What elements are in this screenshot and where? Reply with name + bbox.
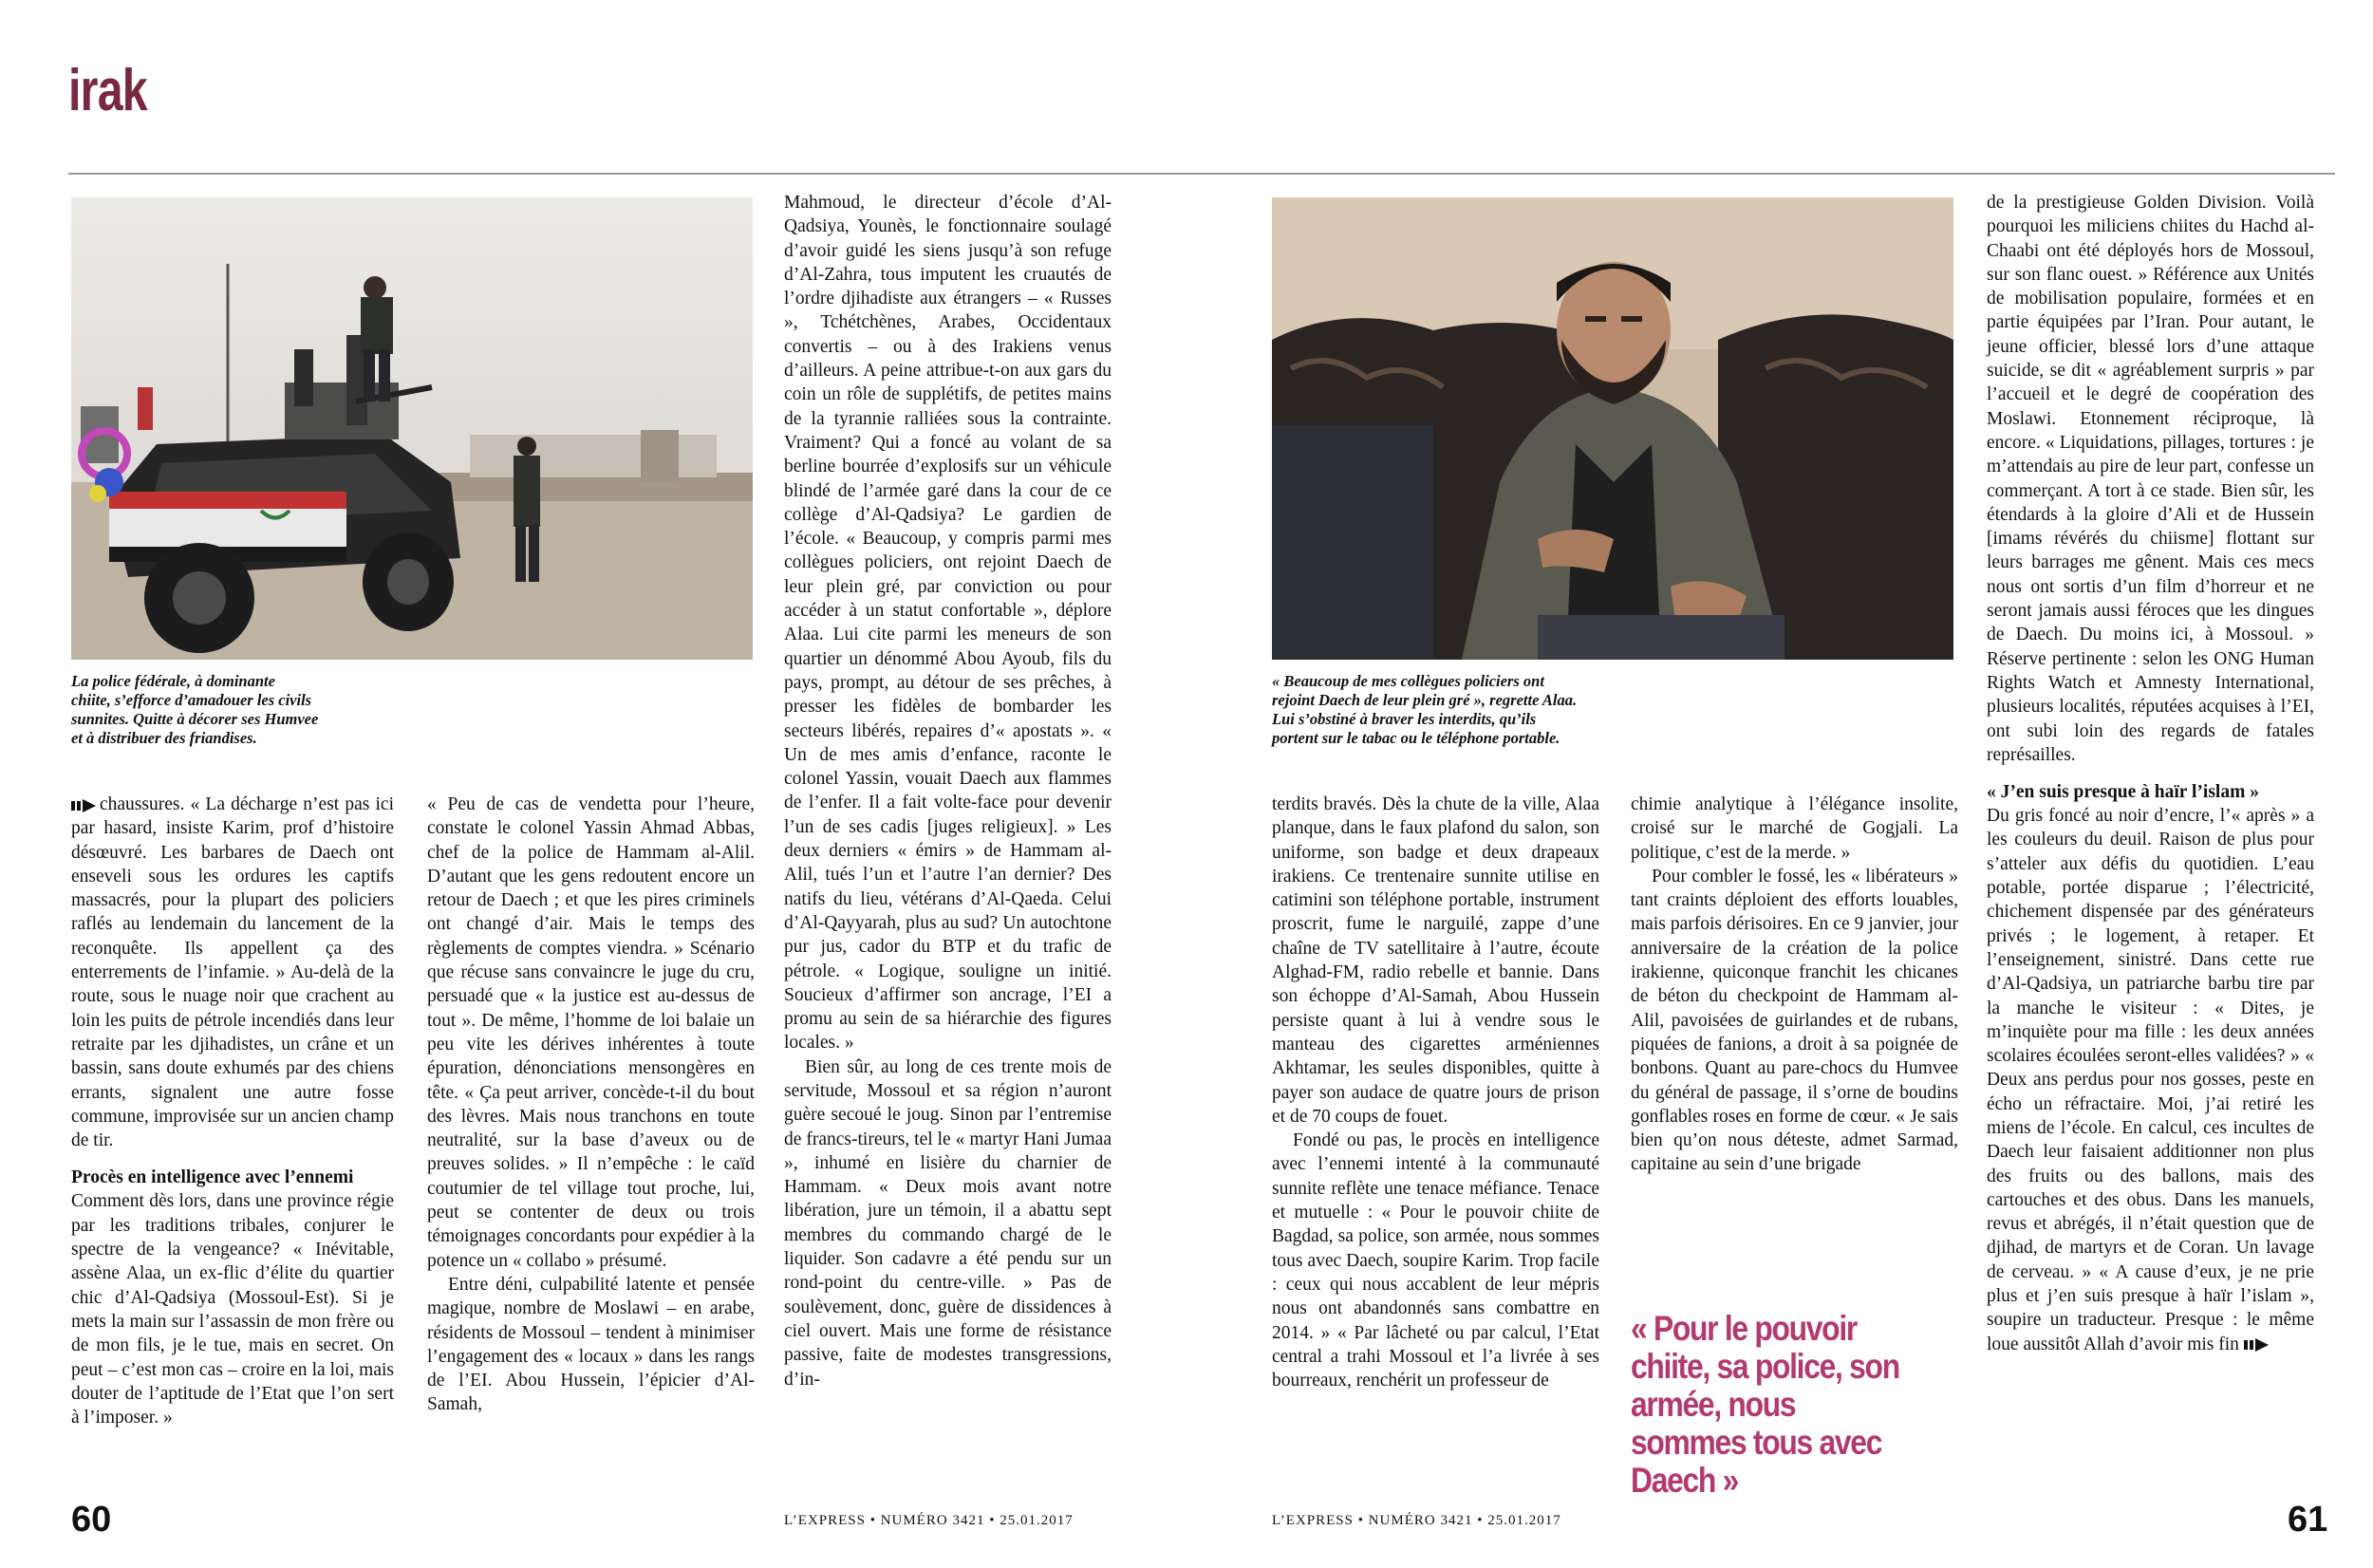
photo-police-humvee	[71, 197, 753, 660]
paragraph: Entre déni, culpabilité latente et pensée magique, nombre de Moslawi – en arabe, résidents de Mossoul – tendent à minimiser l’engagement des « locaux » dans les rangs de l’EI. Abou Hussein, l’épicier d’Al-Samah,	[427, 1274, 755, 1415]
article-column-1	[71, 793, 394, 1429]
caption-left-line: La police fédérale, à dominante	[71, 672, 275, 690]
article-column-2	[427, 793, 755, 1417]
continuation-arrow-icon	[2244, 1338, 2269, 1352]
subheading: Procès en intelligence avec l’ennemi	[71, 1167, 354, 1188]
paragraph: chimie analytique à l’élégance insolite, croisé sur le marché de Gogjali. La politique, c’est de la merde. »	[1631, 794, 1958, 863]
article-column-5	[1631, 793, 1958, 1177]
subheading: « J’en suis presque à haïr l’islam »	[1987, 782, 2259, 803]
caption-right-line: rejoint Daech de leur plein gré », regrette Alaa.	[1272, 691, 1578, 709]
page-number-right: 61	[2288, 1500, 2328, 1540]
caption-left-line: et à distribuer des friandises.	[71, 729, 257, 747]
paragraph: Mahmoud, le directeur d’école d’Al-Qadsiya, Younès, le fonctionnaire soulagé d’avoir guidé les siens jusqu’à son refuge d’Al-Zahra, tous imputent les cruautés de l’ordre djihadiste aux étrangers – « Russes », Tchétchènes, Arabes, Occidentaux convertis – ou à des Irakiens venus d’ailleurs. A peine attribue-t-on aux gars du coin un rôle de supplétifs, de petites mains de la tyrannie ralliées sous la contrainte. Vraiment? Qui a foncé au volant de sa berline bourrée d’explosifs sur un véhicule blindé de l’armée garé dans la cour de ce collège d’Al-Qadsiya? Le gardien de l’école. « Beaucoup, y compris parmi mes collègues policiers, ont rejoint Daech de leur plein gré, par conviction ou pour accéder à un statut confortable », déplore Alaa. Lui cite parmi les meneurs de son quartier un dénommé Abou Ayoub, fils du pays, prompt, au détour de ses prêches, à presser les fidèles de bombarder les secteurs libérés, repaires d’« apostats ». « Un de mes amis d’enfance, raconte le colonel Yassin, vouait Daech aux flammes de l’enfer. Il a fait volte-face pour devenir l’un de ses cadis [juges religieux]. » Les deux derniers « émirs » de Hammam al-Alil, tués l’un et l’autre l’an dernier? Des natifs du lieu, vétérans d’Al-Qaeda. Celui d’Al-Qayyarah, plus au sud? Un autochtone pur jus, cador du BTP et du trafic de pétrole. « Logique, souligne un initié. Soucieux d’affirmer son ancrage, l’EI a promu au sein de sa hiérarchie des figures locales. »	[784, 193, 1112, 1054]
paragraph: Pour combler le fossé, les « libérateurs » tant craints déploient des efforts louables, mais parfois dérisoires. En ce 9 janvier, jour anniversaire de la création de la police irakienne, quiconque franchit les chicanes de béton du checkpoint de Hammam al-Alil, pavoisées de guirlandes et de rubans, piquées de fanions, a droit à sa poignée de bonbons. Quant au pare-chocs du Humvee du général de passage, il s’orne de boudins gonflables roses en forme de cœur. « Je sais bien qu’on nous déteste, admet Sarmad, capitaine au sein d’une brigade	[1631, 866, 1958, 1175]
paragraph: « Peu de cas de vendetta pour l’heure, constate le colonel Yassin Ahmad Abbas, chef de la police de Hammam al-Alil. D’autant que les gens redoutent encore un retour de Daech ; et que les pires criminels ont changé d’air. Mais le temps des règlements de comptes viendra. » Scénario que récuse sans convaincre le juge du cru, persuadé que « la justice est au-dessus de tout ». De même, l’homme de loi balaie un peu vite les dérives inhérentes à toute épuration, dénonciations mensongères en tête. « Ça peut arriver, concède-t-il du bout des lèvres. Mais nous tranchons en toute neutralité, sur la base d’aveux ou de preuves solides. » Il n’empêche : le caïd coutumier de tel village tout proche, lui, peut se contenter de deux ou trois témoignages concordants pour expédier à la potence un « collabo » présumé.	[427, 794, 755, 1271]
footer-magazine-right: L’EXPRESS • NUMÉRO 3421 • 25.01.2017	[1272, 1513, 1561, 1528]
paragraph-text: Du gris foncé au noir d’encre, l’« après » a les couleurs du deuil. Raison de plus pour s’atteler aux défis du quotidien. L’eau potable, portée disparue ; l’électricité, chichement dispensée par des générateurs privés ; le logement, à retaper. Et l’enseignement, sinistré. Dans cette rue d’Al-Qadsiya, un patriarche barbu tire par la manche le visiteur : « Dites, je m’inquiète pour ma fille : les deux années scolaires écoulées seront-elles validées? » « Deux ans perdus pour nos gosses, peste en écho un réfractaire. Moi, j’ai retiré les miens de l’école. En calcul, ces incultes de Daech leur faisaient additionner non plus des fruits ou des ballons, mais des cartouches et des obus. Dans les manuels, revus et abrégés, il n’était question que de djihad, de martyrs et de Coran. Un lavage de cerveau. » « A cause d’eux, je ne prie plus et j’en suis presque à haïr l’islam », soupire un traducteur. Presque : le même loue aussitôt Allah d’avoir mis fin	[1987, 806, 2314, 1354]
paragraph: Comment dès lors, dans une province régie par les traditions tribales, conjurer le spectre de la vengeance? « Inévitable, assène Alaa, un ex-flic d’élite du quartier chic d’Al-Qadsiya (Mossoul-Est). Si je mets la main sur l’assassin de mon frère ou de mon fils, je le tue, mais en secret. On peut – c’est mon cas – croire en la loi, mais douter de l’aptitude de l’Etat que l’on sert à l’imposer. »	[71, 1191, 394, 1428]
header-rule	[68, 173, 2335, 175]
caption-right	[1272, 672, 1652, 748]
paragraph: terdits bravés. Dès la chute de la ville, Alaa planque, dans le faux plafond du salon, son uniforme, son badge et deux drapeaux irakiens. Ce trentenaire sunnite utilise en catimini son téléphone portable, instrument proscrit, fume le narguilé, zappe d’une chaîne de TV satellitaire à l’autre, écoute Alghad-FM, radio rebelle et bannie. Dans son échoppe d’Al-Samah, Abou Hussein persiste quant à lui à vendre sous le manteau des cigarettes arméniennes Akhtamar, les seules disponibles, quitte à payer son audace de quatre jours de prison et de 70 coups de fouet.	[1272, 794, 1599, 1127]
caption-left-line: sunnites. Quitte à décorer ses Humvee	[71, 710, 319, 728]
caption-left-line: chiite, s’efforce d’amadouer les civils	[71, 691, 312, 709]
paragraph: Bien sûr, au long de ces trente mois de servitude, Mossoul et sa région n’auront guère secoué le joug. Sinon par l’entremise de francs-tireurs, tel le « martyr Hani Jumaa », inhumé en lisière du charnier de Hammam. « Deux mois avant notre libération, jure un témoin, il a abattu sept membres du commando chargé de le liquider. Son cadavre a été pendu sur un rond-point du centre-ville. » Pas de soulèvement, donc, guère de dissidences à ciel ouvert. Mais une forme de résistance passive, faite de modestes transgressions, d’in-	[784, 1056, 1112, 1390]
article-column-4	[1272, 793, 1599, 1392]
caption-left	[71, 672, 413, 748]
article-column-3	[784, 191, 1112, 1391]
caption-right-line: portent sur le tabac ou le téléphone portable.	[1272, 729, 1560, 747]
paragraph	[1987, 804, 2314, 1356]
paragraph: de la prestigieuse Golden Division. Voilà pourquoi les miliciens chiites du Hachd al-Chaabi ont été déployés hors de Mossoul, sur son flanc ouest. » Référence aux Unités de mobilisation populaire, formées et en partie équipées par l’Iran. Pour autant, le jeune officier, blessé lors d’une attaque suicide, se dit « agréablement surpris » par l’accueil et le degré de coopération des Moslawi. Etonnement réciproque, là encore. « Liquidations, pillages, tortures : je m’attendais au pire de leur part, confesse un commerçant. A tort à ce stade. Bien sûr, les étendards à la gloire d’Ali et de Hussein [imams révérés du chiisme] flottant sur leurs barrages me gênent. Mais ces mecs nous ont sortis d’un film d’horreur et ne seront jamais aussi féroces que les dingues de Daech. Du moins ici, à Mossoul. » Réserve pertinente : selon les ONG Human Rights Watch et Amnesty International, plusieurs localités, réputées acquises à l’EI, ont subi loin des regards de fatales représailles.	[1987, 193, 2314, 765]
article-column-6	[1987, 191, 2314, 1356]
continuation-arrow-icon	[71, 799, 96, 812]
page-number-left: 60	[71, 1500, 112, 1540]
footer-magazine-left: L’EXPRESS • NUMÉRO 3421 • 25.01.2017	[784, 1513, 1074, 1528]
caption-right-line: « Beaucoup de mes collègues policiers ont	[1272, 672, 1544, 690]
paragraph	[71, 793, 394, 1152]
paragraph: Fondé ou pas, le procès en intelligence avec l’ennemi intenté à la communauté sunnite reflète une tenace méfiance. Tenace et mutuelle : « Pour le pouvoir chiite de Bagdad, sa police, son armée, nous sommes tous avec Daech, soupire Karim. Trop facile : ceux qui nous accablent de leur mépris nous ont abandonnés sans combattre en 2014. » « Par lâcheté ou par calcul, l’Etat central a trahi Mossoul et l’a livrée à ses bourreaux, renchérit un professeur de	[1272, 1130, 1599, 1391]
photo-alaa-portrait	[1272, 197, 1953, 660]
section-rubric: irak	[68, 58, 147, 123]
caption-right-line: Lui s’obstiné à braver les interdits, qu’ils	[1272, 710, 1537, 728]
paragraph-text: chaussures. « La décharge n’est pas ici par hasard, insiste Karim, prof d’histoire désœuvré. Les barbares de Daech ont enseveli sous les ordures les captifs massacrés, pour la plupart des policiers raflés au lendemain du lancement de la reconquête. Ils appellent ça des enterrements de l’infamie. » Au-delà de la route, sous le nuage noir que crachent au loin les puits de pétrole incendiés dans leur retraite par les djihadistes, un crâne et un bassin, sans doute exhumés par des chiens errants, signalent une autre fosse commune, improvisée sur un ancien champ de tir.	[71, 794, 394, 1151]
pull-quote: « Pour le pouvoir chiite, sa police, son armée, nous sommes tous avec Daech »	[1631, 1309, 1899, 1500]
